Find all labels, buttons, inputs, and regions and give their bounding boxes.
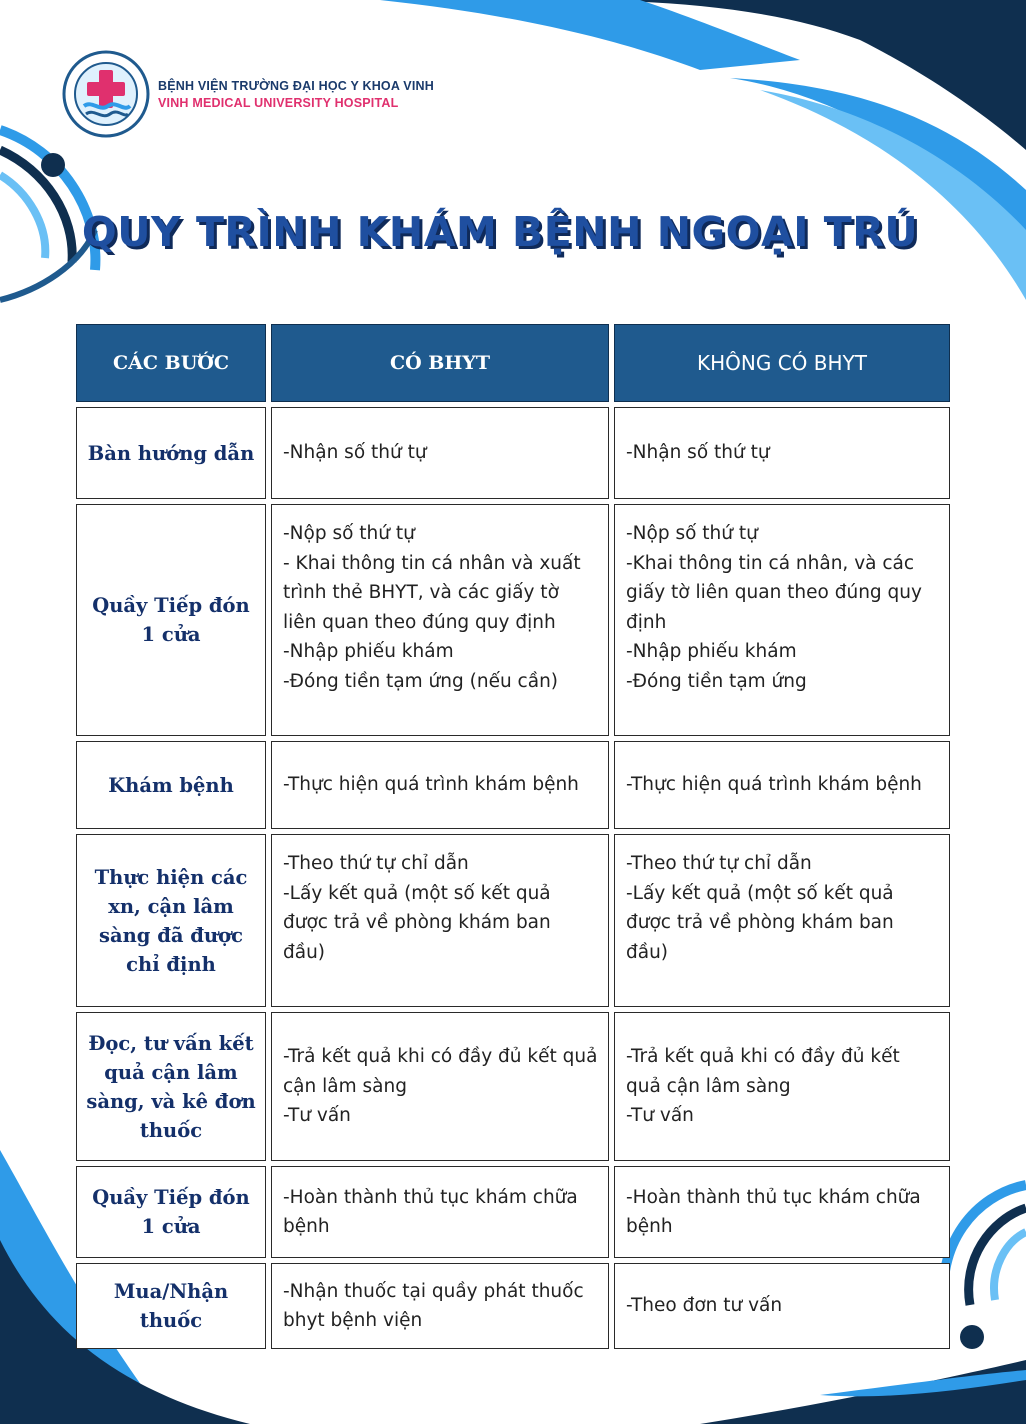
with-insurance-cell (271, 741, 609, 829)
step-cell: Quầy Tiếp đón 1 cửa (76, 1166, 266, 1258)
cell-line: -Hoàn thành thủ tục khám chữa bệnh (626, 1186, 921, 1237)
hospital-brand (62, 50, 434, 138)
cell-line: -Tư vấn (626, 1105, 694, 1127)
step-cell: Mua/Nhận thuốc (76, 1263, 266, 1349)
cell-line: -Theo đơn tư vấn (626, 1295, 783, 1317)
cell-line: -Lấy kết quả (một số kết quả được trả về phòng khám ban đầu) (283, 882, 551, 963)
header-without-insurance: KHÔNG CÓ BHYT (614, 324, 950, 402)
without-insurance-cell (614, 407, 950, 499)
page-title: QUY TRÌNH KHÁM BỆNH NGOẠI TRÚ (81, 208, 919, 256)
cell-line: -Nhận số thứ tự (283, 442, 427, 464)
cell-line: -Thực hiện quá trình khám bệnh (283, 774, 579, 796)
cell-line: -Tư vấn (283, 1105, 351, 1127)
header-with-insurance: CÓ BHYT (271, 324, 609, 402)
cell-line: -Khai thông tin cá nhân, và các giấy tờ liên quan theo đúng quy định (626, 552, 922, 633)
with-insurance-cell (271, 1263, 609, 1349)
cell-line: -Trả kết quả khi có đầy đủ kết quả cận lâm sàng (626, 1046, 900, 1097)
procedure-grid (76, 324, 950, 1349)
cell-line: -Nộp số thứ tự (626, 523, 758, 544)
cell-line: -Theo thứ tự chỉ dẫn (283, 853, 469, 874)
procedure-table (76, 324, 950, 1349)
hospital-logo-icon (62, 50, 150, 138)
without-insurance-cell (614, 1166, 950, 1258)
step-cell: Đọc, tư vấn kết quả cận lâm sàng, và kê đơn thuốc (76, 1012, 266, 1161)
without-insurance-cell (614, 741, 950, 829)
with-insurance-cell (271, 504, 609, 736)
step-cell: Quầy Tiếp đón 1 cửa (76, 504, 266, 736)
cell-line: -Nhận thuốc tại quầy phát thuốc bhyt bệnh viện (283, 1280, 584, 1331)
cell-line: -Nhập phiếu khám (626, 641, 797, 662)
cell-line: -Theo thứ tự chỉ dẫn (626, 853, 812, 874)
with-insurance-cell (271, 1012, 609, 1161)
header-steps: CÁC BƯỚC (76, 324, 266, 402)
cell-line: -Nộp số thứ tự (283, 523, 415, 544)
without-insurance-cell (614, 1012, 950, 1161)
cell-line: - Khai thông tin cá nhân và xuất trình thẻ BHYT, và các giấy tờ liên quan theo đúng quy định (283, 552, 581, 633)
cell-line: -Đóng tiền tạm ứng (626, 670, 807, 692)
cell-line: -Trả kết quả khi có đầy đủ kết quả cận lâm sàng (283, 1046, 598, 1097)
without-insurance-cell (614, 504, 950, 736)
hospital-name-en: VINH MEDICAL UNIVERSITY HOSPITAL (158, 95, 399, 110)
cell-line: -Hoàn thành thủ tục khám chữa bệnh (283, 1186, 578, 1237)
hospital-name-block (158, 79, 434, 110)
with-insurance-cell (271, 407, 609, 499)
cell-line: -Nhập phiếu khám (283, 641, 454, 662)
cell-line: -Nhận số thứ tự (626, 442, 770, 464)
step-cell: Bàn hướng dẫn (76, 407, 266, 499)
without-insurance-cell (614, 1263, 950, 1349)
cell-line: -Lấy kết quả (một số kết quả được trả về phòng khám ban đầu) (626, 882, 894, 963)
cell-line: -Đóng tiền tạm ứng (nếu cần) (283, 670, 559, 692)
step-cell: Thực hiện các xn, cận lâm sàng đã được chỉ định (76, 834, 266, 1007)
cell-line: -Thực hiện quá trình khám bệnh (626, 774, 922, 796)
step-cell: Khám bệnh (76, 741, 266, 829)
hospital-name-vi: BỆNH VIỆN TRƯỜNG ĐẠI HỌC Y KHOA VINH (158, 78, 434, 93)
with-insurance-cell (271, 1166, 609, 1258)
with-insurance-cell (271, 834, 609, 1007)
without-insurance-cell (614, 834, 950, 1007)
